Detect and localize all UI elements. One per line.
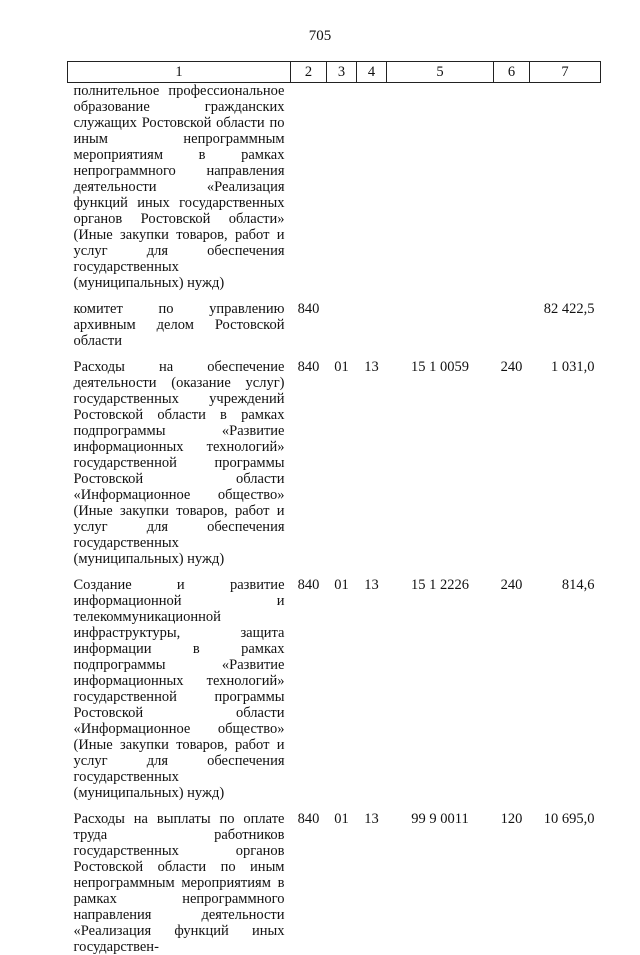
- table-row: [68, 567, 601, 801]
- row-target-code: [387, 291, 494, 349]
- row-subsection-code: [357, 291, 387, 349]
- row-subsection-code: 13: [357, 567, 387, 801]
- row-subsection-code: 13: [357, 349, 387, 567]
- row-expense-type: 240: [494, 567, 530, 801]
- header-row: [68, 62, 601, 83]
- header-col-3: 3: [327, 62, 357, 83]
- header-col-1: 1: [68, 62, 291, 83]
- row-target-code: [387, 83, 494, 292]
- row-amount: [530, 83, 601, 292]
- table-row: [68, 291, 601, 349]
- row-ministry-code: 840: [291, 349, 327, 567]
- row-target-code: 99 9 0011: [387, 801, 494, 955]
- table-row: [68, 801, 601, 955]
- header-col-2: 2: [291, 62, 327, 83]
- row-amount: 814,6: [530, 567, 601, 801]
- row-section-code: [327, 291, 357, 349]
- row-target-code: 15 1 0059: [387, 349, 494, 567]
- row-description: Расходы на выплаты по оплате труда работников государственных органов Ростовской области по иным непрограммным мероприятиям в рамках непрограммного направления деятельности «Реализация функций иных государствен-: [68, 801, 291, 955]
- row-ministry-code: [291, 83, 327, 292]
- row-expense-type: 240: [494, 349, 530, 567]
- header-col-4: 4: [357, 62, 387, 83]
- row-section-code: 01: [327, 801, 357, 955]
- budget-table: [67, 61, 601, 955]
- row-expense-type: [494, 291, 530, 349]
- row-subsection-code: [357, 83, 387, 292]
- table-row: [68, 83, 601, 292]
- row-section-code: [327, 83, 357, 292]
- row-ministry-code: 840: [291, 291, 327, 349]
- table-header: [68, 62, 601, 83]
- row-section-code: 01: [327, 567, 357, 801]
- page-number: 705: [0, 27, 640, 45]
- row-ministry-code: 840: [291, 801, 327, 955]
- row-description: Создание и развитие информационной и телекоммуникационной инфраструктуры, защита информации в рамках подпрограммы «Развитие информационных технологий» государственной программы Ростовской области «Информационное общество» (Иные закупки товаров, работ и услуг для обеспечения государственных (муниципальных) нужд): [68, 567, 291, 801]
- row-subsection-code: 13: [357, 801, 387, 955]
- header-col-5: 5: [387, 62, 494, 83]
- row-expense-type: [494, 83, 530, 292]
- row-description: комитет по управлению архивным делом Ростовской области: [68, 291, 291, 349]
- row-description: полнительное профессиональное образование гражданских служащих Ростовской области по иным непрограммным мероприятиям в рамках непрограммного направления деятельности «Реализация функций иных государственных органов Ростовской области» (Иные закупки товаров, работ и услуг для обеспечения государственных (муниципальных) нужд): [68, 83, 291, 292]
- header-col-7: 7: [530, 62, 601, 83]
- row-section-code: 01: [327, 349, 357, 567]
- row-amount: 82 422,5: [530, 291, 601, 349]
- row-target-code: 15 1 2226: [387, 567, 494, 801]
- table-row: [68, 349, 601, 567]
- table-body: [68, 83, 601, 955]
- row-expense-type: 120: [494, 801, 530, 955]
- header-col-6: 6: [494, 62, 530, 83]
- row-amount: 1 031,0: [530, 349, 601, 567]
- row-description: Расходы на обеспечение деятельности (оказание услуг) государственных учреждений Ростовской области в рамках подпрограммы «Развитие информационных технологий» государственной программы Ростовской области «Информационное общество» (Иные закупки товаров, работ и услуг для обеспечения государственных (муниципальных) нужд): [68, 349, 291, 567]
- row-amount: 10 695,0: [530, 801, 601, 955]
- row-ministry-code: 840: [291, 567, 327, 801]
